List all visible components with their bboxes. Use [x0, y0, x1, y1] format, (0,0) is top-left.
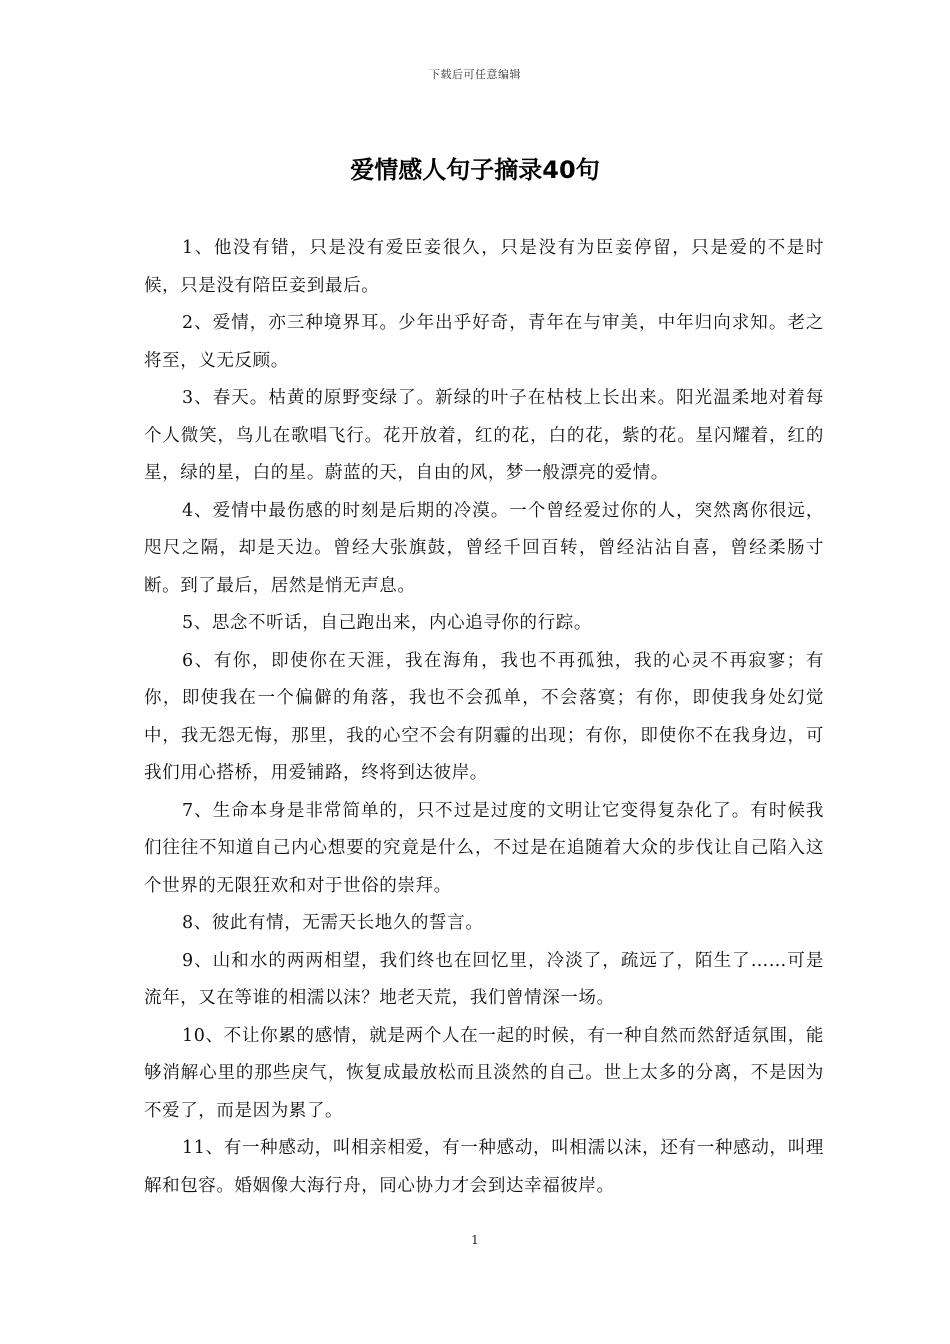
page-number: 1: [471, 1233, 479, 1247]
paragraph-8: 8、彼此有情，无需天长地久的誓言。: [182, 913, 484, 933]
document-title: 爱情感人句子摘录40句: [350, 156, 600, 184]
paragraph-5: 5、思念不听话，自己跑出来，内心追寻你的行踪。: [182, 613, 592, 633]
paragraph-2: 2、爱情，亦三种境界耳。少年出乎好奇，青年在与审美，中年归向求知。老之将至，义无反顾。: [144, 313, 824, 371]
paragraph-4: 4、爱情中最伤感的时刻是后期的冷漠。一个曾经爱过你的人，突然离你很远，咫尺之隔，却是天边。曾经大张旗鼓，曾经千回百转，曾经沾沾自喜，曾经柔肠寸断。到了最后，居然是悄无声息。: [144, 500, 824, 596]
paragraph-6: 6、有你，即使你在天涯，我在海角，我也不再孤独，我的心灵不再寂寥；有你，即使我在一个偏僻的角落，我也不会孤单，不会落寞；有你，即使我身处幻觉中，我无怨无悔，那里，我的心空不会有阴霾的出现；有你，即使你不在我身边，可我们用心搭桥，用爱铺路，终将到达彼岸。: [144, 650, 824, 783]
paragraph-3: 3、春天。枯黄的原野变绿了。新绿的叶子在枯枝上长出来。阳光温柔地对着每个人微笑，鸟儿在歌唱飞行。花开放着，红的花，白的花，紫的花。星闪耀着，红的星，绿的星，白的星。蔚蓝的天，自由的风，梦一般漂亮的爱情。: [144, 388, 824, 483]
paragraph-9: 9、山和水的两两相望，我们终也在回忆里，冷淡了，疏远了，陌生了……可是流年，又在等谁的相濡以沫？地老天荒，我们曾情深一场。: [144, 950, 824, 1008]
header-note: 下载后可任意编辑: [429, 68, 521, 81]
paragraph-11: 11、有一种感动，叫相亲相爱，有一种感动，叫相濡以沫，还有一种感动，叫理解和包容。婚姻像大海行舟，同心协力才会到达幸福彼岸。: [144, 1138, 824, 1196]
paragraph-7: 7、生命本身是非常简单的，只不过是过度的文明让它变得复杂化了。有时候我们往往不知道自己内心想要的究竟是什么，不过是在追随着大众的步伐让自己陷入这个世界的无限狂欢和对于世俗的崇拜。: [144, 800, 824, 896]
paragraph-10: 10、不让你累的感情，就是两个人在一起的时候，有一种自然而然舒适氛围，能够消解心里的那些戾气，恢复成最放松而且淡然的自己。世上太多的分离，不是因为不爱了，而是因为累了。: [144, 1025, 824, 1121]
document-body: [144, 230, 824, 1205]
paragraph-1: 1、他没有错，只是没有爱臣妾很久，只是没有为臣妾停留，只是爱的不是时候，只是没有陪臣妾到最后。: [144, 238, 824, 296]
